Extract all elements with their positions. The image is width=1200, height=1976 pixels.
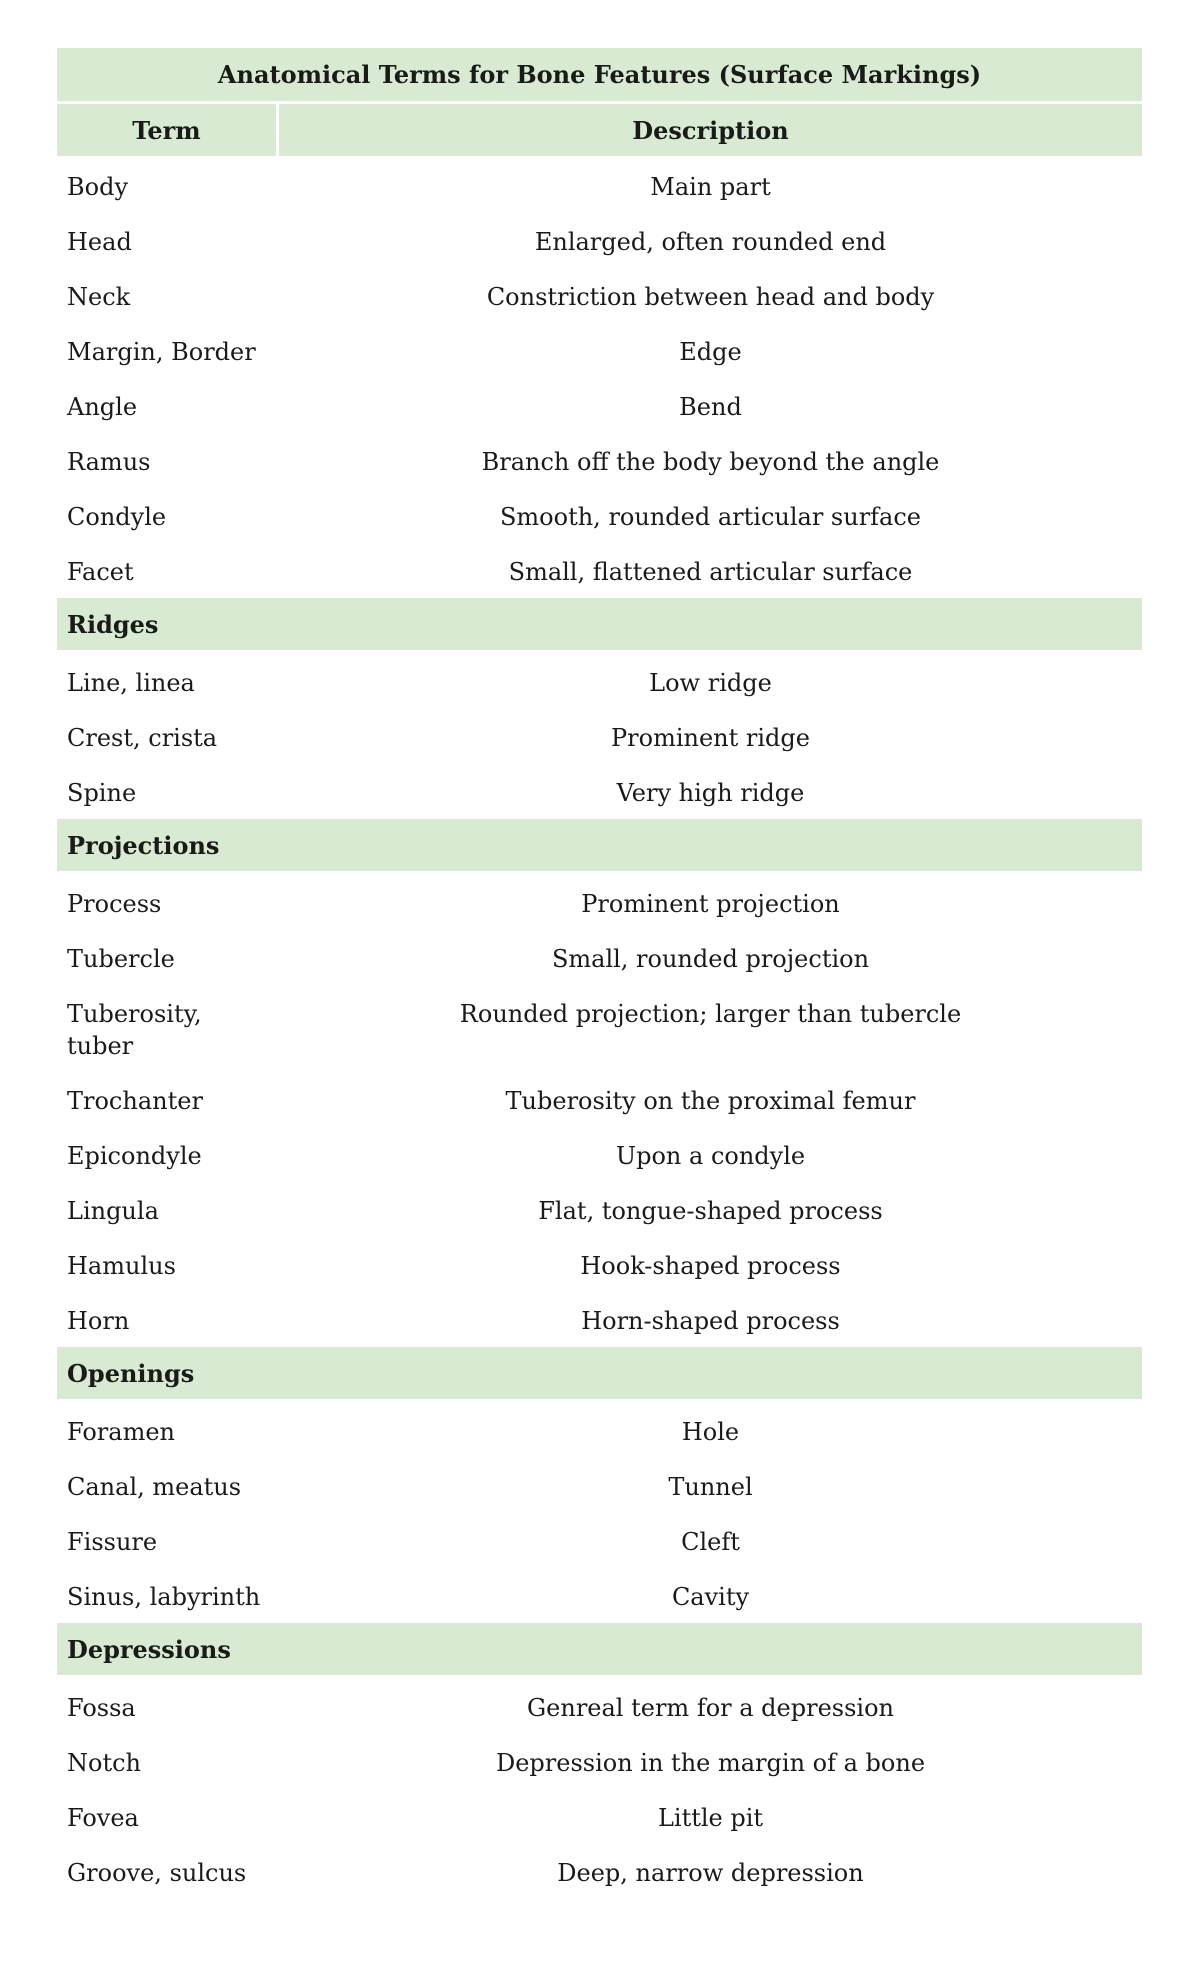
description-cell: Cavity — [671, 1583, 750, 1611]
description-cell: Prominent ridge — [611, 724, 810, 752]
table-row — [57, 1732, 1142, 1787]
description-cell: Hole — [681, 1418, 740, 1446]
description-cell: Deep, narrow depression — [557, 1859, 864, 1887]
table-row — [57, 266, 1142, 321]
term-cell: Facet — [67, 558, 134, 586]
column-header-term: Term — [57, 104, 279, 156]
table-row — [57, 321, 1142, 376]
term-cell: Head — [67, 228, 132, 256]
table-row — [57, 928, 1142, 983]
section-heading-depressions: Depressions — [57, 1623, 1142, 1675]
term-cell: Fovea — [67, 1804, 139, 1832]
term-cell: Condyle — [67, 503, 167, 531]
description-cell: Flat, tongue-shaped process — [538, 1197, 883, 1225]
description-cell: Depression in the margin of a bone — [495, 1749, 926, 1777]
table-row — [57, 1566, 1142, 1621]
table-row — [57, 1070, 1142, 1125]
term-cell: Fissure — [67, 1528, 158, 1556]
description-cell: Branch off the body beyond the angle — [481, 448, 940, 476]
term-cell: Tuberosity, tuber — [67, 1000, 202, 1060]
term-cell: Lingula — [67, 1197, 159, 1225]
description-cell: Genreal term for a depression — [526, 1694, 895, 1722]
table-row — [57, 156, 1142, 211]
table-row — [57, 873, 1142, 928]
table-row — [57, 1125, 1142, 1180]
term-cell: Sinus, labyrinth — [67, 1583, 261, 1611]
table-body — [57, 156, 1142, 1897]
table-row — [57, 1401, 1142, 1456]
term-cell: Notch — [67, 1749, 141, 1777]
table-row — [57, 1842, 1142, 1897]
table-row — [57, 1787, 1142, 1842]
term-cell: Horn — [67, 1307, 130, 1335]
term-cell: Body — [67, 173, 129, 201]
description-cell: Rounded projection; larger than tubercle — [459, 1000, 962, 1028]
description-cell: Edge — [679, 338, 742, 366]
description-cell: Tunnel — [668, 1473, 753, 1501]
table-title: Anatomical Terms for Bone Features (Surface Markings) — [57, 48, 1142, 104]
term-cell: Canal, meatus — [67, 1473, 242, 1501]
description-cell: Small, flattened articular surface — [508, 558, 913, 586]
description-cell: Main part — [650, 173, 771, 201]
description-cell: Prominent projection — [581, 890, 840, 918]
term-cell: Margin, Border — [67, 338, 256, 366]
section-heading-projections: Projections — [57, 819, 1142, 871]
description-cell: Hook-shaped process — [580, 1252, 841, 1280]
term-cell: Angle — [67, 393, 138, 421]
description-cell: Enlarged, often rounded end — [534, 228, 887, 256]
table-row — [57, 1180, 1142, 1235]
term-cell: Hamulus — [67, 1252, 176, 1280]
table-row — [57, 707, 1142, 762]
bone-features-table — [57, 48, 1142, 1897]
table-row — [57, 431, 1142, 486]
table-row — [57, 541, 1142, 596]
description-cell: Small, rounded projection — [551, 945, 870, 973]
table-row — [57, 211, 1142, 266]
table-row — [57, 762, 1142, 817]
term-cell: Line, linea — [67, 669, 195, 697]
section-heading-openings: Openings — [57, 1347, 1142, 1399]
table-row — [57, 983, 1142, 1070]
description-cell: Tuberosity on the proximal femur — [505, 1087, 916, 1115]
term-cell: Trochanter — [67, 1087, 203, 1115]
column-header-description: Description — [632, 115, 789, 145]
description-cell: Very high ridge — [616, 779, 805, 807]
term-cell: Fossa — [67, 1694, 136, 1722]
term-cell: Tubercle — [67, 945, 175, 973]
term-cell: Process — [67, 890, 162, 918]
table-row — [57, 486, 1142, 541]
table-row — [57, 1456, 1142, 1511]
term-cell: Spine — [67, 779, 137, 807]
table-header-row — [57, 104, 1142, 156]
description-cell: Low ridge — [649, 669, 772, 697]
table-row — [57, 1677, 1142, 1732]
term-cell: Neck — [67, 283, 131, 311]
description-cell: Little pit — [657, 1804, 764, 1832]
description-cell: Constriction between head and body — [486, 283, 935, 311]
table-row — [57, 652, 1142, 707]
term-cell: Crest, crista — [67, 724, 218, 752]
description-cell: Horn-shaped process — [581, 1307, 840, 1335]
section-heading-ridges: Ridges — [57, 598, 1142, 650]
table-row — [57, 1290, 1142, 1345]
term-cell: Groove, sulcus — [67, 1859, 247, 1887]
table-row — [57, 1235, 1142, 1290]
table-row — [57, 376, 1142, 431]
description-cell: Smooth, rounded articular surface — [499, 503, 922, 531]
term-cell: Foramen — [67, 1418, 175, 1446]
description-cell: Upon a condyle — [615, 1142, 806, 1170]
term-cell: Epicondyle — [67, 1142, 202, 1170]
description-cell: Bend — [679, 393, 742, 421]
description-cell: Cleft — [681, 1528, 740, 1556]
table-row — [57, 1511, 1142, 1566]
term-cell: Ramus — [67, 448, 151, 476]
